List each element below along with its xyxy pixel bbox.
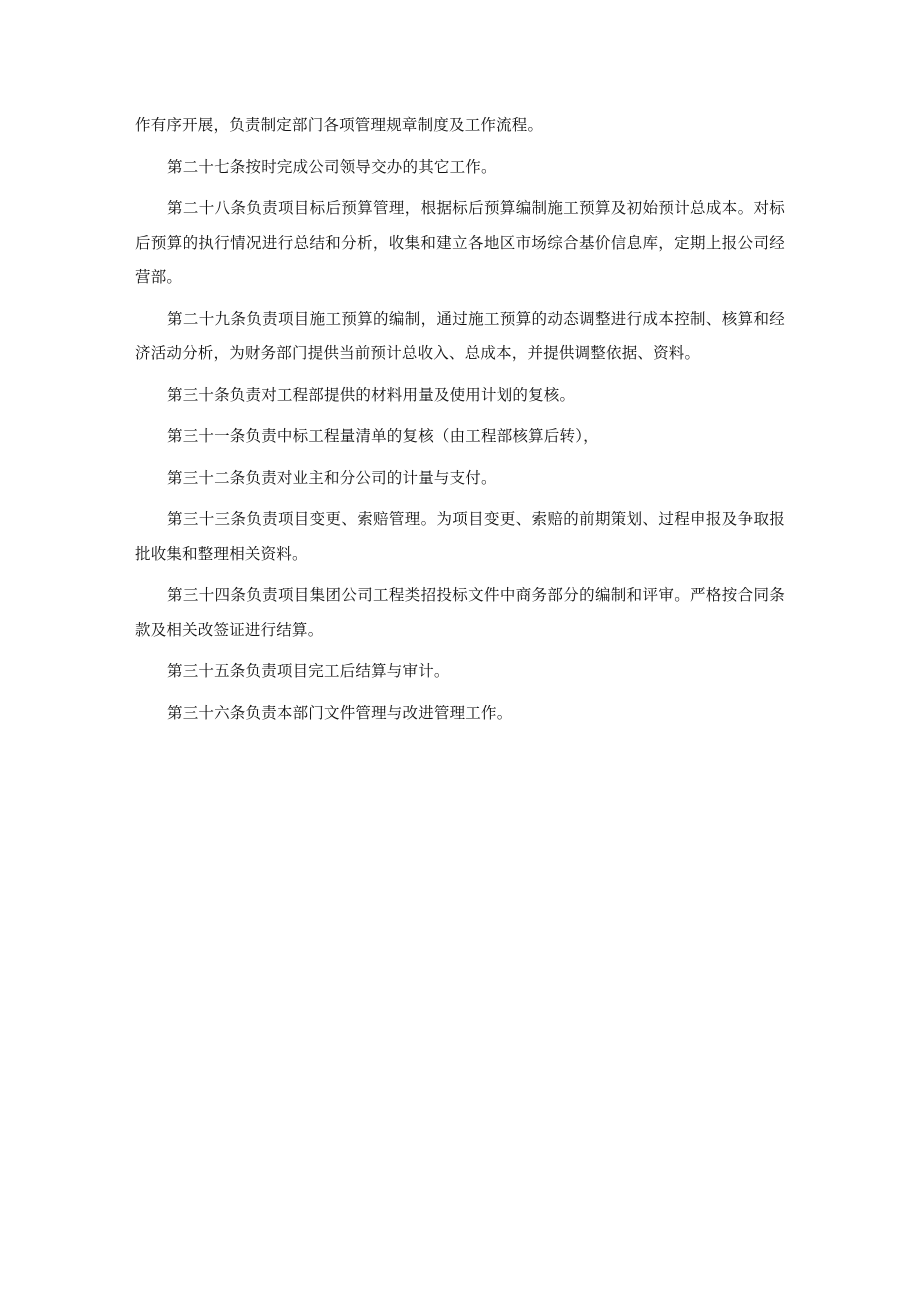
paragraph-article-32: 第三十二条负责对业主和分公司的计量与支付。	[167, 468, 497, 487]
paragraph-article-30: 第三十条负责对工程部提供的材料用量及使用计划的复核。	[167, 385, 576, 404]
paragraph-article-28: 第二十八条负责项目标后预算管理，根据标后预算编制施工预算及初始预计总成本。对标后预算的执行情况进行总结和分析，收集和建立各地区市场综合基价信息库，定期上报公司经营部。	[135, 199, 785, 286]
paragraph-article-33: 第三十三条负责项目变更、索赔管理。为项目变更、索赔的前期策划、过程申报及争取报批收集和整理相关资料。	[135, 510, 785, 563]
paragraph-article-27: 第二十七条按时完成公司领导交办的其它工作。	[167, 157, 497, 176]
paragraph-article-31: 第三十一条负责中标工程量清单的复核（由工程部核算后转），	[167, 427, 599, 445]
paragraph-article-29: 第二十九条负责项目施工预算的编制，通过施工预算的动态调整进行成本控制、核算和经济活动分析，为财务部门提供当前预计总收入、总成本，并提供调整依据、资料。	[135, 309, 785, 362]
document-body	[135, 108, 785, 730]
paragraph-continuation: 作有序开展，负责制定部门各项管理规章制度及工作流程。	[135, 116, 544, 134]
paragraph-article-36: 第三十六条负责本部门文件管理与改进管理工作。	[167, 703, 513, 722]
paragraph-article-34: 第三十四条负责项目集团公司工程类招投标文件中商务部分的编制和评审。严格按合同条款及相关改签证进行结算。	[135, 586, 785, 639]
paragraph-article-35: 第三十五条负责项目完工后结算与审计。	[167, 662, 450, 680]
